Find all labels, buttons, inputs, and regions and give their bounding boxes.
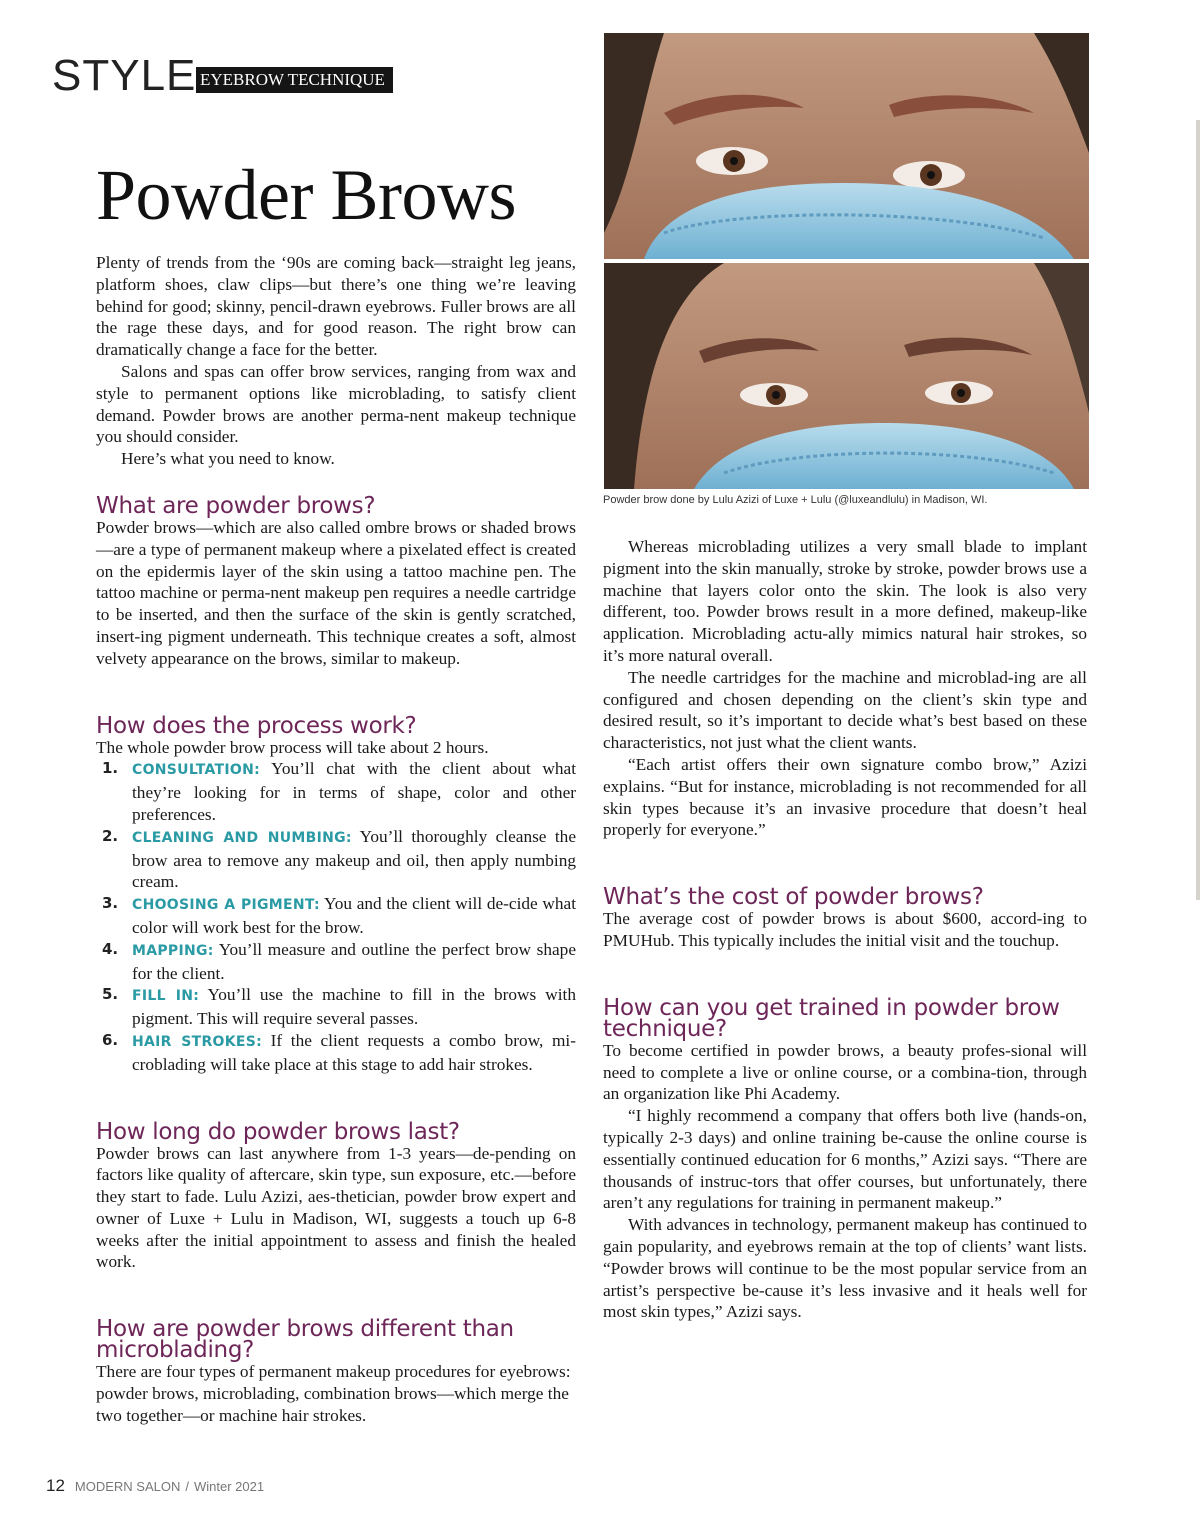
process-intro: The whole powder brow process will take about 2 hours. xyxy=(96,737,489,757)
step-number: 3. xyxy=(102,894,119,913)
publication-name: MODERN SALON xyxy=(74,1479,181,1494)
step-label: CONSULTATION: xyxy=(132,762,261,779)
issue-name: Winter 2021 xyxy=(194,1479,265,1494)
step-label: CLEANING AND NUMBING: xyxy=(132,829,352,846)
process-step xyxy=(96,1030,576,1076)
page-number: 12 xyxy=(46,1476,65,1495)
footer-separator: / xyxy=(185,1479,190,1494)
step-number: 1. xyxy=(102,759,119,778)
heading-process: How does the process work? xyxy=(96,712,417,739)
different-paragraph-3: The needle cartridges for the machine and microblad-ing are all configured and chosen depending on the client’s skin type and desired result, so it’s important to decide what’s best based on these characteristics, not just what the client wants. xyxy=(603,667,1087,753)
step-text: If the client requests a combo brow, mi-croblading will take place at this stage to add hair strokes. xyxy=(132,1030,576,1074)
before-after-photo xyxy=(604,33,1089,489)
process-step xyxy=(96,758,576,825)
different-paragraph-1: There are four types of permanent makeup procedures for eyebrows: powder brows, microblading, combination brows—which merge the two together—or machine hair strokes. xyxy=(96,1362,571,1425)
different-paragraph-2: Whereas microblading utilizes a very small blade to implant pigment into the skin manually, stroke by stroke, powder brows use a machine that layers color onto the skin. The look is also very different, too. Powder brows result in a more defined, makeup-like application. Microblading actu-ally mimics natural hair strokes, so it’s more natural overall. xyxy=(603,537,1087,665)
heading-trained: How can you get trained in powder brow technique? xyxy=(603,994,1060,1042)
step-label: HAIR STROKES: xyxy=(132,1033,263,1050)
step-text: You and the client will de-cide what color will work best for the brow. xyxy=(132,894,576,937)
step-label: FILL IN: xyxy=(132,988,200,1005)
photo-caption: Powder brow done by Lulu Azizi of Luxe + Lulu (@luxeandlulu) in Madison, WI. xyxy=(603,494,988,506)
step-number: 2. xyxy=(102,826,119,845)
process-step xyxy=(96,893,576,939)
step-number: 5. xyxy=(102,985,119,1004)
intro-paragraph-1: Plenty of trends from the ‘90s are coming back—straight leg jeans, platform shoes, claw clips—but there’s one thing we’re leaving behind for good; skinny, pencil-drawn eyebrows. Fuller brows are all the rage these days, and for good reason. The right brow can dramatically change a face for the better. xyxy=(96,253,576,360)
process-step xyxy=(96,826,576,893)
photo-bottom-panel xyxy=(604,263,1089,489)
step-label: CHOOSING A PIGMENT: xyxy=(132,897,320,914)
left-column xyxy=(96,252,576,1427)
step-text: You’ll thoroughly cleanse the brow area to remove any makeup and oil, then apply numbing cream. xyxy=(132,826,576,892)
step-number: 6. xyxy=(102,1030,119,1049)
process-step xyxy=(96,939,576,985)
trained-paragraph-1: To become certified in powder brows, a beauty profes-sional will need to complete a live or online course, or a combina-tion, through an organization like Phi Academy. xyxy=(603,1040,1087,1104)
page-title: Powder Brows xyxy=(96,155,516,235)
step-text: You’ll use the machine to fill in the brows with pigment. This will require several passes. xyxy=(132,985,576,1029)
what-are-powder-brows-body: Powder brows—which are also called ombre brows or shaded brows—are a type of permanent makeup where a pixelated effect is created on the epidermis layer of the skin using a tattoo machine pen. The tattoo machine or perma-nent makeup pen requires a needle cartridge to be inserted, and then the surface of the skin is gently scratched, insert-ing pigment underneath. This technique creates a soft, almost velvety appearance on the brows, similar to makeup. xyxy=(96,517,576,668)
cost-body: The average cost of powder brows is about $600, accord-ing to PMUHub. This typically includes the initial visit and the touchup. xyxy=(603,909,1087,950)
trained-paragraph-2: “I highly recommend a company that offers both live (hands-on, typically 2-3 days) and online training be-cause the online course is essentially continued education for 6 months,” Azizi says. “There are thousands of instruc-tors that offer courses, but unfortunately, there aren’t any regulations for training in permanent makeup.” xyxy=(603,1106,1087,1213)
page-edge-rule xyxy=(1196,120,1200,900)
right-column xyxy=(603,536,1087,1323)
section-label: STYLE xyxy=(52,51,197,100)
page-footer xyxy=(46,1476,264,1496)
photo-top-panel xyxy=(604,33,1089,259)
before-after-photo-image xyxy=(604,33,1089,489)
heading-cost: What’s the cost of powder brows? xyxy=(603,884,984,911)
intro-paragraph-2: Salons and spas can offer brow services, ranging from wax and style to permanent options like microblading, to satisfy client demand. Powder brows are another perma-nent makeup technique you should consider. xyxy=(96,361,576,447)
step-number: 4. xyxy=(102,939,119,958)
intro-paragraph-3: Here’s what you need to know. xyxy=(121,449,335,469)
section-tag: EYEBROW TECHNIQUE xyxy=(196,67,393,93)
heading-how-long: How long do powder brows last? xyxy=(96,1118,460,1145)
process-steps-list xyxy=(96,758,576,1075)
different-paragraph-4: “Each artist offers their own signature combo brow,” Azizi explains. “But for instance, microblading is not recommended for all skin types because it’s an invasive procedure that doesn’t heal properly for everyone.” xyxy=(603,754,1087,840)
heading-different: How are powder brows different than microblading? xyxy=(96,1316,514,1364)
step-text: You’ll measure and outline the perfect brow shape for the client. xyxy=(132,939,576,983)
heading-what-are-powder-brows: What are powder brows? xyxy=(96,492,376,519)
trained-paragraph-3: With advances in technology, permanent makeup has continued to gain popularity, and eyebrows remain at the top of clients’ want lists. “Powder brows will continue to be the most popular service from an artist’s perspective be-cause it’s less invasive and it heals well for most skin types,” Azizi says. xyxy=(603,1215,1087,1322)
step-text: You’ll chat with the client about what they’re looking for in terms of shape, color and other preferences. xyxy=(132,759,576,824)
process-step xyxy=(96,984,576,1030)
step-label: MAPPING: xyxy=(132,942,214,959)
how-long-body: Powder brows can last anywhere from 1-3 years—de-pending on factors like quality of aftercare, skin type, sun exposure, etc.—before they start to fade. Lulu Azizi, aes-thetician, powder brow expert and owner of Luxe + Lulu in Madison, WI, suggests a touch up 6-8 weeks after the initial appointment to assess and finish the healed work. xyxy=(96,1143,576,1272)
